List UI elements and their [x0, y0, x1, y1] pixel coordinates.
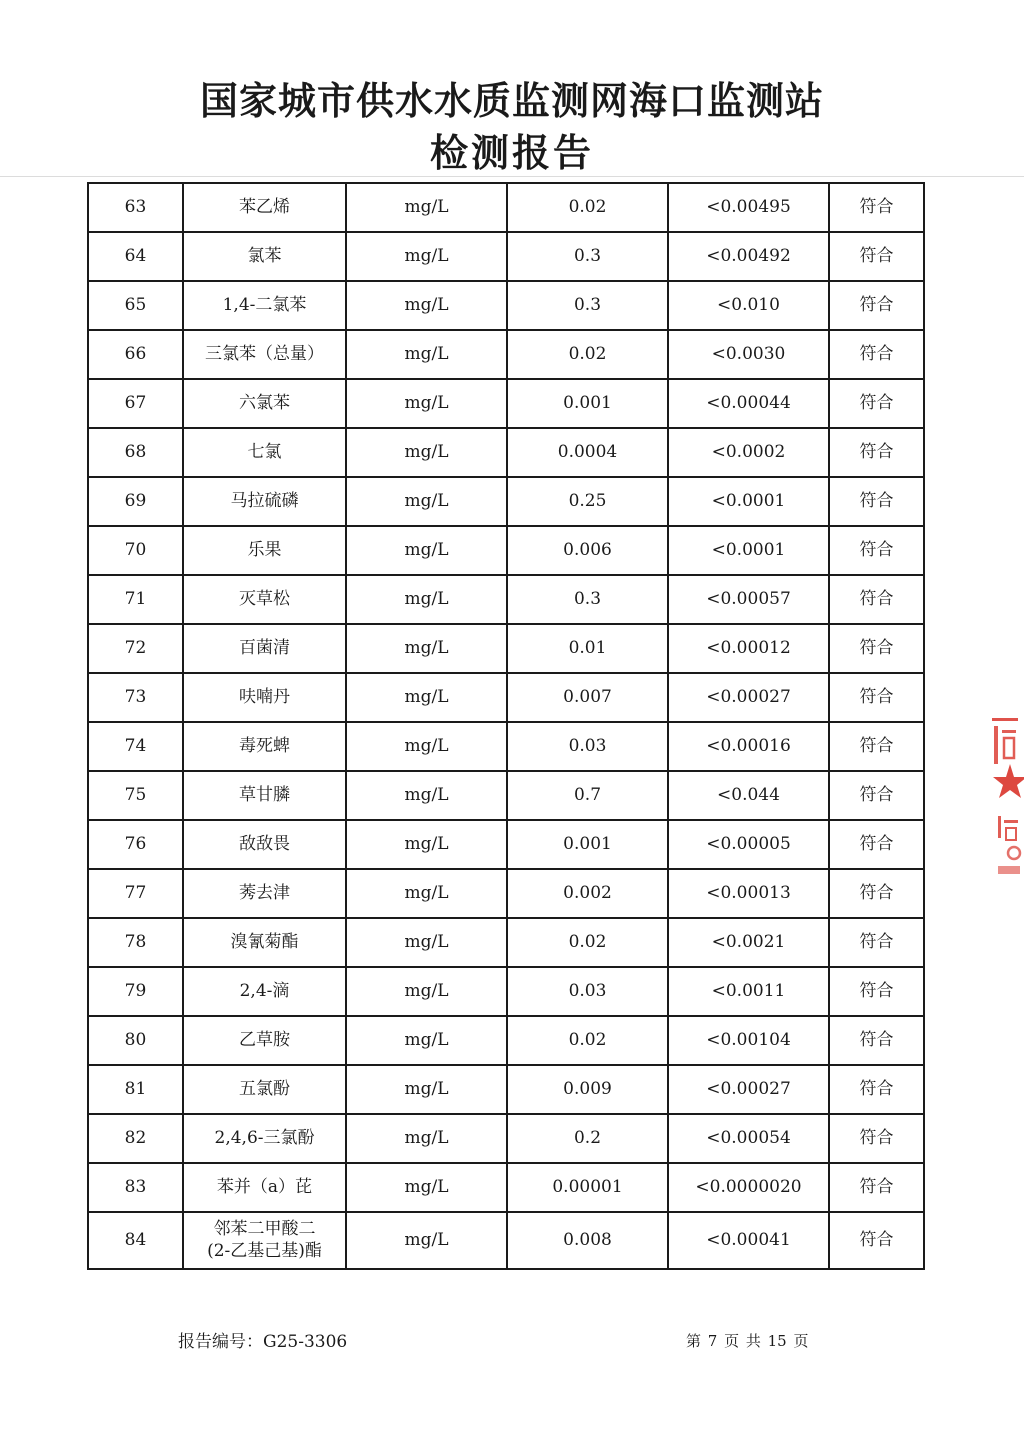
table-row [88, 722, 924, 771]
limit-cell: 0.01 [507, 624, 668, 673]
judgement-cell: 符合 [829, 967, 924, 1016]
item-name: 灭草松 [183, 575, 346, 624]
table-row [88, 771, 924, 820]
row-number: 64 [88, 232, 183, 281]
row-number: 67 [88, 379, 183, 428]
row-number: 75 [88, 771, 183, 820]
results-body [88, 183, 924, 1269]
table-row [88, 1114, 924, 1163]
item-name: 乐果 [183, 526, 346, 575]
row-number: 65 [88, 281, 183, 330]
unit-cell: mg/L [346, 869, 507, 918]
judgement-cell: 符合 [829, 1065, 924, 1114]
item-name: 乙草胺 [183, 1016, 346, 1065]
unit-cell: mg/L [346, 330, 507, 379]
unit-cell: mg/L [346, 673, 507, 722]
result-cell: <0.00054 [668, 1114, 829, 1163]
item-name: 1,4-二氯苯 [183, 281, 346, 330]
judgement-cell: 符合 [829, 281, 924, 330]
result-cell: <0.00492 [668, 232, 829, 281]
judgement-cell: 符合 [829, 575, 924, 624]
row-number: 70 [88, 526, 183, 575]
item-name: 2,4-滴 [183, 967, 346, 1016]
item-name: 苯并（a）芘 [183, 1163, 346, 1212]
limit-cell: 0.002 [507, 869, 668, 918]
result-cell: <0.00027 [668, 673, 829, 722]
unit-cell: mg/L [346, 232, 507, 281]
table-row [88, 428, 924, 477]
unit-cell: mg/L [346, 477, 507, 526]
result-cell: <0.00013 [668, 869, 829, 918]
row-number: 78 [88, 918, 183, 967]
item-name-line: (2-乙基己基)酯 [207, 1240, 322, 1261]
table-row [88, 1065, 924, 1114]
unit-cell: mg/L [346, 967, 507, 1016]
row-number: 84 [88, 1212, 183, 1269]
unit-cell: mg/L [346, 1065, 507, 1114]
item-name: 2,4,6-三氯酚 [183, 1114, 346, 1163]
result-cell: <0.00104 [668, 1016, 829, 1065]
limit-cell: 0.02 [507, 183, 668, 232]
result-cell: <0.00044 [668, 379, 829, 428]
table-row [88, 820, 924, 869]
limit-cell: 0.0004 [507, 428, 668, 477]
judgement-cell: 符合 [829, 722, 924, 771]
report-title: 国家城市供水水质监测网海口监测站 [199, 79, 824, 123]
item-name: 五氯酚 [183, 1065, 346, 1114]
row-number: 77 [88, 869, 183, 918]
unit-cell: mg/L [346, 379, 507, 428]
table-row [88, 869, 924, 918]
report-subtitle: 检测报告 [429, 131, 594, 175]
judgement-cell: 符合 [829, 183, 924, 232]
judgement-cell: 符合 [829, 820, 924, 869]
unit-cell: mg/L [346, 428, 507, 477]
limit-cell: 0.02 [507, 1016, 668, 1065]
limit-cell: 0.3 [507, 232, 668, 281]
table-row [88, 1163, 924, 1212]
result-cell: <0.00041 [668, 1212, 829, 1269]
result-cell: <0.00495 [668, 183, 829, 232]
report-number: 报告编号：G25-3306 [178, 1332, 348, 1352]
result-cell: <0.00016 [668, 722, 829, 771]
result-cell: <0.0011 [668, 967, 829, 1016]
limit-cell: 0.03 [507, 967, 668, 1016]
row-number: 69 [88, 477, 183, 526]
unit-cell: mg/L [346, 1163, 507, 1212]
unit-cell: mg/L [346, 526, 507, 575]
table-row [88, 183, 924, 232]
table-row [88, 575, 924, 624]
unit-cell: mg/L [346, 1114, 507, 1163]
results-table [87, 182, 925, 1270]
result-cell: <0.044 [668, 771, 829, 820]
item-name: 三氯苯（总量） [183, 330, 346, 379]
item-name: 溴氰菊酯 [183, 918, 346, 967]
result-cell: <0.00012 [668, 624, 829, 673]
limit-cell: 0.02 [507, 330, 668, 379]
header-divider [0, 176, 1024, 177]
result-cell: <0.0001 [668, 526, 829, 575]
row-number: 80 [88, 1016, 183, 1065]
limit-cell: 0.25 [507, 477, 668, 526]
table-row [88, 918, 924, 967]
row-number: 81 [88, 1065, 183, 1114]
limit-cell: 0.006 [507, 526, 668, 575]
limit-cell: 0.009 [507, 1065, 668, 1114]
limit-cell: 0.7 [507, 771, 668, 820]
judgement-cell: 符合 [829, 624, 924, 673]
result-cell: <0.0030 [668, 330, 829, 379]
limit-cell: 0.3 [507, 575, 668, 624]
limit-cell: 0.001 [507, 820, 668, 869]
row-number: 82 [88, 1114, 183, 1163]
row-number: 74 [88, 722, 183, 771]
table-row [88, 1016, 924, 1065]
table-row [88, 624, 924, 673]
result-cell: <0.00057 [668, 575, 829, 624]
table-row [88, 526, 924, 575]
item-name: 草甘膦 [183, 771, 346, 820]
unit-cell: mg/L [346, 771, 507, 820]
row-number: 68 [88, 428, 183, 477]
limit-cell: 0.008 [507, 1212, 668, 1269]
table-row [88, 673, 924, 722]
unit-cell: mg/L [346, 1016, 507, 1065]
result-cell: <0.0000020 [668, 1163, 829, 1212]
result-cell: <0.0021 [668, 918, 829, 967]
judgement-cell: 符合 [829, 869, 924, 918]
unit-cell: mg/L [346, 624, 507, 673]
judgement-cell: 符合 [829, 477, 924, 526]
item-name: 氯苯 [183, 232, 346, 281]
row-number: 71 [88, 575, 183, 624]
limit-cell: 0.001 [507, 379, 668, 428]
row-number: 79 [88, 967, 183, 1016]
limit-cell: 0.00001 [507, 1163, 668, 1212]
limit-cell: 0.007 [507, 673, 668, 722]
judgement-cell: 符合 [829, 232, 924, 281]
item-name: 呋喃丹 [183, 673, 346, 722]
result-cell: <0.00027 [668, 1065, 829, 1114]
judgement-cell: 符合 [829, 526, 924, 575]
row-number: 73 [88, 673, 183, 722]
judgement-cell: 符合 [829, 330, 924, 379]
unit-cell: mg/L [346, 722, 507, 771]
judgement-cell: 符合 [829, 771, 924, 820]
unit-cell: mg/L [346, 281, 507, 330]
row-number: 66 [88, 330, 183, 379]
unit-cell: mg/L [346, 575, 507, 624]
limit-cell: 0.02 [507, 918, 668, 967]
judgement-cell: 符合 [829, 918, 924, 967]
unit-cell: mg/L [346, 820, 507, 869]
item-name-line: 邻苯二甲酸二 [213, 1219, 316, 1240]
item-name: 六氯苯 [183, 379, 346, 428]
item-name: 敌敌畏 [183, 820, 346, 869]
result-cell: <0.00005 [668, 820, 829, 869]
table-row [88, 477, 924, 526]
row-number: 72 [88, 624, 183, 673]
table-row [88, 281, 924, 330]
result-cell: <0.0001 [668, 477, 829, 526]
item-name: 苯乙烯 [183, 183, 346, 232]
limit-cell: 0.03 [507, 722, 668, 771]
judgement-cell: 符合 [829, 673, 924, 722]
judgement-cell: 符合 [829, 1016, 924, 1065]
unit-cell: mg/L [346, 1212, 507, 1269]
row-number: 83 [88, 1163, 183, 1212]
limit-cell: 0.3 [507, 281, 668, 330]
judgement-cell: 符合 [829, 428, 924, 477]
table-row [88, 1212, 924, 1269]
table-row [88, 232, 924, 281]
result-cell: <0.0002 [668, 428, 829, 477]
table-row [88, 967, 924, 1016]
unit-cell: mg/L [346, 918, 507, 967]
item-name: 莠去津 [183, 869, 346, 918]
judgement-cell: 符合 [829, 379, 924, 428]
page-indicator: 第 7 页 共 15 页 [686, 1332, 809, 1350]
result-cell: <0.010 [668, 281, 829, 330]
judgement-cell: 符合 [829, 1163, 924, 1212]
limit-cell: 0.2 [507, 1114, 668, 1163]
item-name: 七氯 [183, 428, 346, 477]
table-row [88, 379, 924, 428]
judgement-cell: 符合 [829, 1212, 924, 1269]
judgement-cell: 符合 [829, 1114, 924, 1163]
row-number: 76 [88, 820, 183, 869]
item-name: 毒死蜱 [183, 722, 346, 771]
table-row [88, 330, 924, 379]
red-seal-star-icon [984, 716, 1024, 881]
row-number: 63 [88, 183, 183, 232]
unit-cell: mg/L [346, 183, 507, 232]
item-name [183, 1212, 346, 1269]
item-name: 百菌清 [183, 624, 346, 673]
item-name: 马拉硫磷 [183, 477, 346, 526]
